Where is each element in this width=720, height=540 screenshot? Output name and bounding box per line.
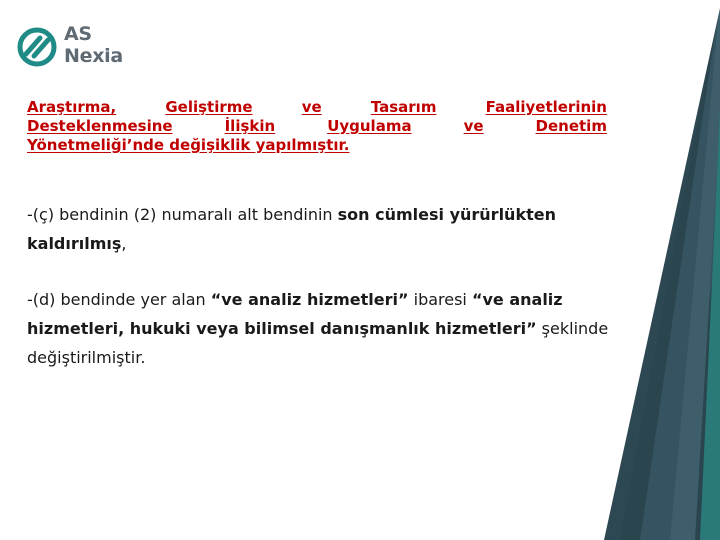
paragraph-1-tail: , <box>121 234 127 253</box>
paragraph-2-bold-1: “ve analiz hizmetleri” <box>210 290 409 309</box>
heading-word: Desteklenmesine <box>27 117 173 135</box>
regulation-heading <box>27 98 607 155</box>
heading-word: Geliştirme <box>165 98 253 116</box>
paragraph-2 <box>27 285 617 372</box>
paragraph-1-text: -(ç) bendinin (2) numaralı alt bendinin <box>27 205 338 224</box>
heading-word: ve <box>301 98 322 116</box>
company-logo <box>16 22 136 72</box>
heading-line-1 <box>27 98 607 117</box>
paragraph-2-text-2: ibaresi <box>408 290 472 309</box>
heading-word: Denetim <box>535 117 607 135</box>
logo-line-1: AS <box>64 23 92 45</box>
heading-word: Yönetmeliği’nde değişiklik yapılmıştır. <box>27 136 350 154</box>
paragraph-2-bold-2: “ve analiz hizmetleri, hukuki veya bilimsel danışmanlık hizmetleri” <box>27 290 563 338</box>
logo-wordmark <box>64 23 123 67</box>
heading-line-2 <box>27 117 607 136</box>
heading-word: ve <box>463 117 484 135</box>
paragraph-1-bold: son cümlesi yürürlükten kaldırılmış <box>27 205 556 253</box>
paragraph-1 <box>27 200 617 258</box>
heading-word: Faaliyetlerinin <box>485 98 607 116</box>
nexia-logo-mark <box>16 26 58 68</box>
decorative-stripe-panel <box>600 0 720 540</box>
heading-word: Araştırma, <box>27 98 117 116</box>
paragraph-2-text-1: -(d) bendinde yer alan <box>27 290 211 309</box>
heading-line-3 <box>27 136 607 155</box>
paragraph-2-text-3: şeklinde değiştirilmiştir. <box>27 319 609 367</box>
heading-word: Uygulama <box>327 117 412 135</box>
heading-word: İlişkin <box>224 117 276 135</box>
heading-word: Tasarım <box>370 98 437 116</box>
logo-line-2: Nexia <box>64 45 123 67</box>
